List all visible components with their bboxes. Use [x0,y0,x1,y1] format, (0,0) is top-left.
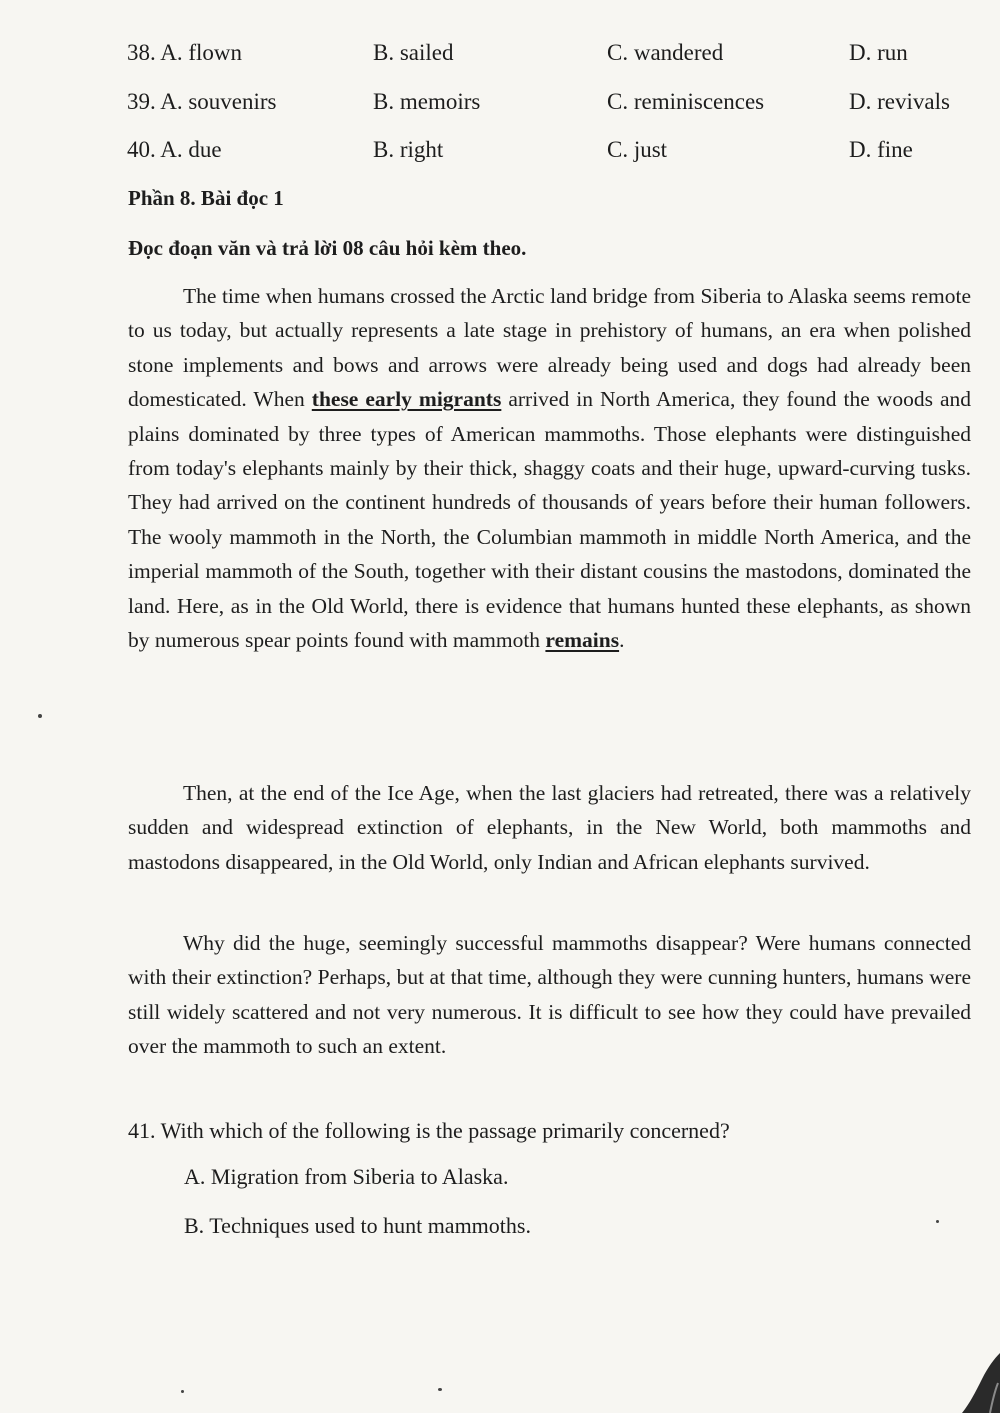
option-d: D. revivals [849,89,950,114]
option-d: D. run [849,40,908,65]
passage-paragraph-1 [128,279,971,657]
option-c: C. wandered [607,40,724,65]
answer-a: A. Migration from Siberia to Alaska. [184,1164,509,1189]
options-row-40 [0,137,1000,171]
option-b: B. sailed [373,40,454,65]
page-corner-shadow-icon [960,1353,1000,1413]
passage-text: The time when humans crossed the Arctic land bridge from Siberia to Alaska seems remote to us today, but actually represents a late stage in prehistory of humans, an era when polished stone implements and bows and arrows were already being used and dogs had already been domesticated. When [128,284,971,412]
option-a: 39. A. souvenirs [127,89,277,114]
scan-speck [181,1390,184,1393]
option-b: B. right [373,137,444,162]
option-c: C. reminiscences [607,89,765,114]
option-a: 40. A. due [127,137,222,162]
section-instruction: Đọc đoạn văn và trả lời 08 câu hỏi kèm theo. [128,236,527,260]
option-d: D. fine [849,137,913,162]
section-title: Phần 8. Bài đọc 1 [128,186,284,210]
answer-b: B. Techniques used to hunt mammoths. [184,1213,531,1238]
scan-speck [438,1388,442,1391]
passage-text: . [619,628,625,653]
passage-paragraph-3: Why did the huge, seemingly successful mammoths disappear? Were humans connected with their extinction? Perhaps, but at that time, although they were cunning hunters, humans were still widely scattered and not very numerous. It is difficult to see how they could have prevailed over the mammoth to such an extent. [128,931,971,1059]
passage-paragraph-2: Then, at the end of the Ice Age, when the last glaciers had retreated, there was a relatively sudden and widespread extinction of elephants, in the New World, both mammoths and mastodons disappeared, in the Old World, only Indian and African elephants survived. [128,781,971,874]
scan-speck [38,714,42,718]
option-a: 38. A. flown [127,40,242,65]
question-41: 41. With which of the following is the passage primarily concerned? [128,1118,730,1143]
passage-text: arrived in North America, they found the woods and plains dominated by three types of American mammoths. Those elephants were distinguished from today's elephants mainly by their thick, shaggy coats and their huge, upward-curving tusks. They had arrived on the continent hundreds of thousands of years before their human followers. The wooly mammoth in the North, the Columbian mammoth in middle North America, and the imperial mammoth of the South, together with their distant cousins the mastodons, dominated the land. Here, as in the Old World, there is evidence that humans hunted these elephants, as shown by numerous spear points found with mammoth [128,387,971,653]
option-b: B. memoirs [373,89,481,114]
option-c: C. just [607,137,668,162]
scan-speck [936,1220,939,1223]
options-row-39 [0,89,1000,123]
underlined-phrase-migrants: these early migrants [311,387,502,412]
underlined-word-remains: remains [545,628,620,653]
options-row-38 [0,40,1000,74]
